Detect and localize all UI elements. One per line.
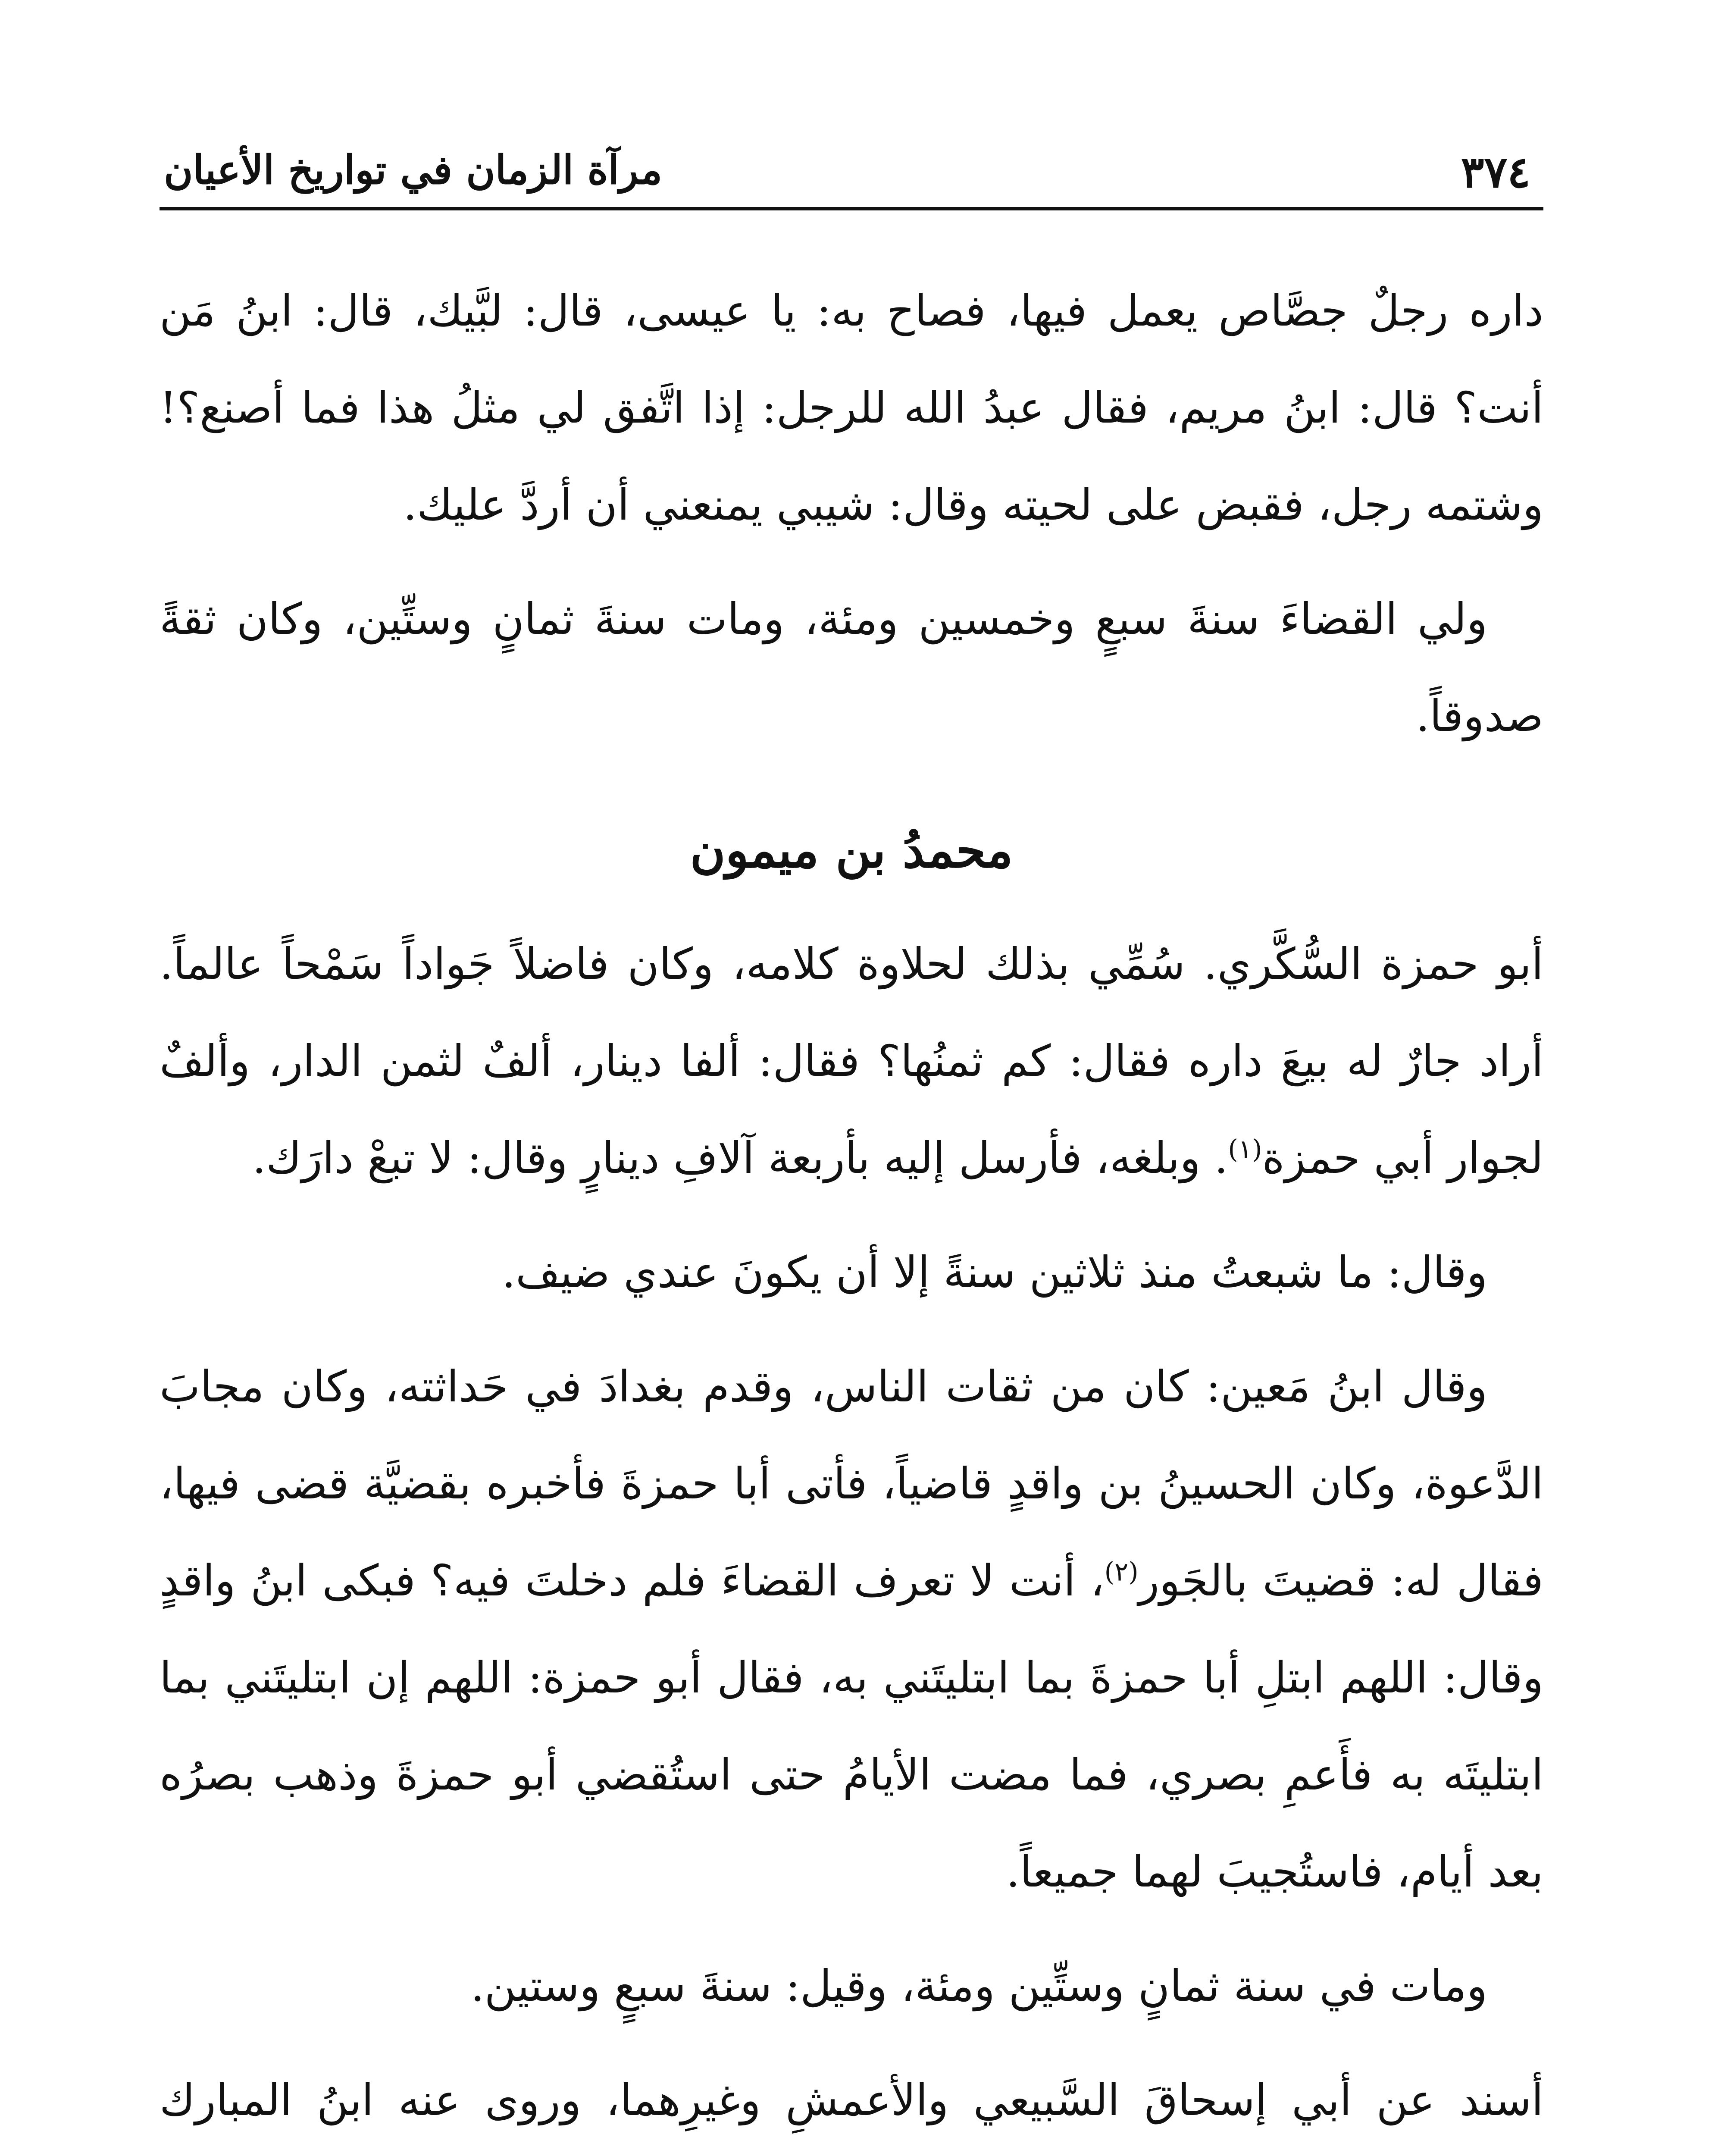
paragraph-judgeship: ولي القضاءَ سنةَ سبعٍ وخمسين ومئة، ومات سنةَ ثمانٍ وستِّين، وكان ثقةً صدوقاً. xyxy=(160,594,1543,741)
paragraph-guest-saying: وقال: ما شبعتُ منذ ثلاثين سنةً إلا أن يكونَ عندي ضيف. xyxy=(502,1247,1487,1297)
book-title: مرآة الزمان في تواريخ الأعيان xyxy=(164,147,663,193)
paragraph-text: ، أنت لا تعرف القضاءَ فلم دخلتَ فيه؟ فبكى ابنُ واقدٍ وقال: اللهم ابتلِ أبا حمزةَ بما ابتليتَني به، فقال أبو حمزة: اللهم إن ابتليتَني بما ابتليتَه به فأَعمِ بصري، فما مضت الأيامُ حتى استُقضي أبو حمزةَ وذهب بصرُه بعد أيام، فاستُجيبَ لهما جميعاً. xyxy=(160,1555,1543,1897)
section-title-muhammad-ibn-maymun: محمدُ بن ميمون xyxy=(690,822,1013,879)
main-text xyxy=(160,262,1543,2156)
paragraph-abu-hamza-intro xyxy=(160,915,1543,1206)
paragraph-continuation: داره رجلٌ جصَّاص يعمل فيها، فصاح به: يا عيسى، قال: لبَّيك، قال: ابنُ مَن أنت؟ قال: ابنُ مريم، فقال عبدُ الله للرجل: إذا اتَّفق لي مثلُ هذا فما أصنع؟! وشتمه رجل، فقبض على لحيته وقال: شيبي يمنعني أن أردَّ عليك. xyxy=(160,285,1543,530)
running-header xyxy=(160,142,1543,210)
paragraph-text: وقال ابنُ مَعين: كان من ثقات الناس، وقدم بغدادَ في حَداثته، وكان مجابَ الدَّعوة، وكان الحسينُ بن واقدٍ قاضياً، فأتى أبا حمزةَ فأخبره بقضيَّة قضى فيها، فقال له: قضيتَ بالجَور xyxy=(160,1361,1543,1606)
paragraph-death-date: ومات في سنة ثمانٍ وستِّين ومئة، وقيل: سنةَ سبعٍ وستين. xyxy=(470,1961,1487,2011)
footnote-ref-1: (١) xyxy=(1228,1134,1262,1165)
paragraph-text: أبو حمزة السُّكَّري. سُمِّي بذلك لحلاوة كلامه، وكان فاضلاً جَواداً سَمْحاً عالماً. أراد جارٌ له بيعَ داره فقال: كم ثمنُها؟ فقال: ألفا دينار، ألفٌ لثمن الدار، وألفٌ لجوار أبي حمزة xyxy=(160,939,1543,1183)
paragraph-ibn-main-account xyxy=(160,1338,1543,1920)
page-number: ٣٧٤ xyxy=(1461,147,1530,197)
paragraph-text: . وبلغه، فأرسل إليه بأربعة آلافِ دينارٍ وقال: لا تبعْ دارَك. xyxy=(252,1133,1228,1183)
paragraph-narrators: أسند عن أبي إسحاقَ السَّبيعي والأعمشِ وغيرِهما، وروى عنه ابنُ المبارك xyxy=(160,2075,1543,2125)
footnote-ref-2: (٢) xyxy=(1104,1557,1139,1587)
book-page xyxy=(160,142,1543,2156)
